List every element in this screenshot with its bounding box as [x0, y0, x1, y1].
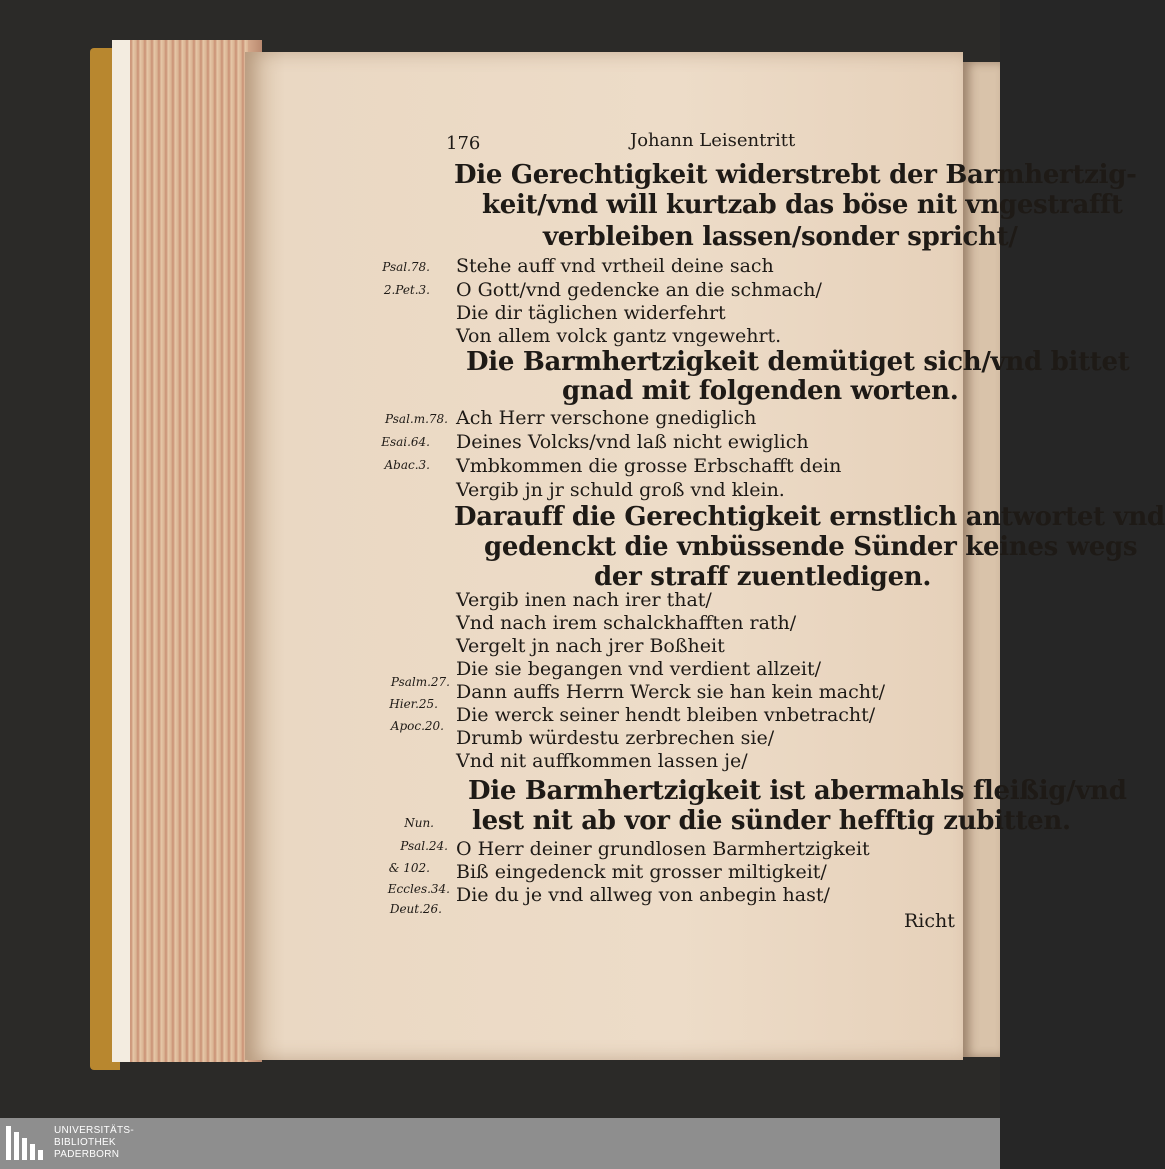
page-number: 176 [446, 133, 481, 154]
margin-reference: Psal.78. [382, 260, 430, 274]
verse-line: O Herr deiner grundlosen Barmhertzigkeit [456, 838, 870, 860]
library-name-line: BIBLIOTHEK [54, 1137, 116, 1148]
verse-line: Dann auffs Herrn Werck sie han kein macht/ [456, 681, 886, 703]
library-name-line: UNIVERSITÄTS- [54, 1125, 135, 1136]
verse-line: Drumb würdestu zerbrechen sie/ [456, 727, 775, 749]
margin-reference: 2.Pet.3. [383, 283, 430, 297]
heading-line: gnad mit folgenden worten. [562, 376, 959, 406]
verse-line: Die du je vnd allweg von anbegin hast/ [456, 884, 830, 906]
margin-reference: Psal.m.78. [385, 412, 448, 426]
verse-line: Ach Herr verschone gnediglich [456, 407, 757, 429]
heading-line: keit/vnd will kurtzab das böse nit vngestrafft [482, 190, 1123, 220]
verse-line: Biß eingedenck mit grosser miltigkeit/ [456, 861, 827, 883]
margin-reference: Nun. [404, 816, 434, 830]
heading-line: Darauff die Gerechtigkeit ernstlich antwortet vnd [454, 502, 1165, 532]
verse-line: Die dir täglichen widerfehrt [456, 302, 726, 324]
library-logo-icon [6, 1126, 46, 1160]
page-stack [112, 40, 262, 1062]
heading-line: verbleiben lassen/sonder spricht/ [543, 222, 1018, 252]
margin-reference: Psal.24. [400, 839, 448, 853]
margin-reference: Hier.25. [389, 697, 438, 711]
verse-line: Vmbkommen die grosse Erbschafft dein [456, 455, 842, 477]
heading-line: lest nit ab vor die sünder hefftig zubitten. [472, 806, 1071, 836]
library-footer [0, 1118, 1000, 1169]
margin-reference: Apoc.20. [390, 719, 444, 733]
library-name [54, 1125, 134, 1161]
margin-reference: Abac.3. [384, 458, 430, 472]
margin-reference: Psalm.27. [390, 675, 450, 689]
verse-line: Von allem volck gantz vngewehrt. [456, 325, 782, 347]
verse-line: O Gott/vnd gedencke an die schmach/ [456, 279, 822, 301]
heading-line: Die Barmhertzigkeit demütiget sich/vnd bittet [466, 347, 1130, 377]
library-name-line: PADERBORN [54, 1149, 120, 1160]
catchword: Richt [904, 910, 955, 932]
heading-line: Die Barmhertzigkeit ist abermahls fleißig/vnd [468, 776, 1127, 806]
verse-line: Vergib jn jr schuld groß vnd klein. [456, 479, 785, 501]
running-title: Johann Leisentritt [630, 130, 796, 151]
verse-line: Vnd nit auffkommen lassen je/ [456, 750, 748, 772]
verse-line: Vergib inen nach irer that/ [456, 589, 712, 611]
heading-line: gedenckt die vnbüssende Sünder keines wegs [484, 532, 1138, 562]
verse-line: Stehe auff vnd vrtheil deine sach [456, 255, 774, 277]
verse-line: Deines Volcks/vnd laß nicht ewiglich [456, 431, 809, 453]
verse-line: Vnd nach irem schalckhafften rath/ [456, 612, 797, 634]
verse-line: Vergelt jn nach jrer Boßheit [456, 635, 725, 657]
margin-reference: Eccles.34. [387, 882, 450, 896]
margin-reference: & 102. [388, 861, 430, 875]
heading-line: Die Gerechtigkeit widerstrebt der Barmhertzig- [454, 160, 1137, 190]
verse-line: Die sie begangen vnd verdient allzeit/ [456, 658, 821, 680]
margin-reference: Esai.64. [381, 435, 430, 449]
heading-line: der straff zuentledigen. [594, 562, 932, 592]
verse-line: Die werck seiner hendt bleiben vnbetracht/ [456, 704, 876, 726]
margin-reference: Deut.26. [389, 902, 442, 916]
